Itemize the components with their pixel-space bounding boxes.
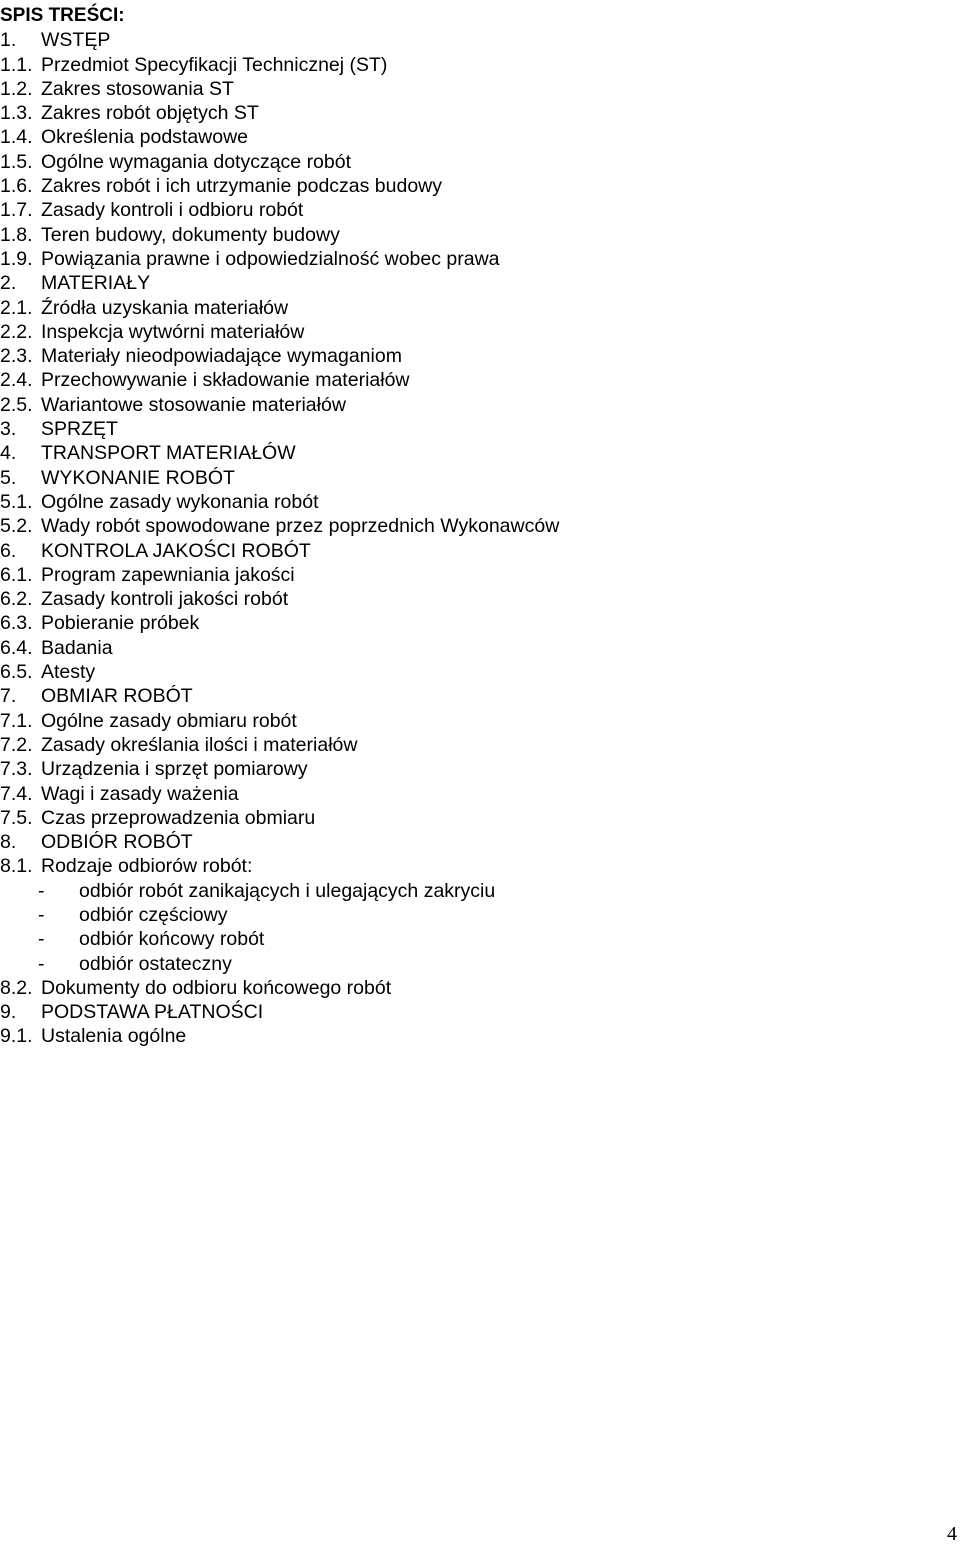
toc-item <box>0 198 940 222</box>
toc-item <box>0 296 940 320</box>
toc-item <box>0 320 940 344</box>
toc-item-number: 6.5. <box>0 661 33 684</box>
toc-item-text: Przedmiot Specyfikacji Technicznej (ST) <box>41 53 388 76</box>
toc-item-text: Rodzaje odbiorów robót: <box>41 855 253 878</box>
toc-item <box>0 393 940 417</box>
toc-item-number: 6.3. <box>0 612 33 635</box>
toc-item-text: Czas przeprowadzenia obmiaru <box>41 806 316 829</box>
toc-item-text: KONTROLA JAKOŚCI ROBÓT <box>41 539 311 562</box>
toc-item-number: 2.5. <box>0 393 33 416</box>
toc-item-number: 5. <box>0 466 17 489</box>
toc-item-number: 5.1. <box>0 490 33 513</box>
toc-item-number: 1.8. <box>0 223 33 246</box>
toc-item <box>0 563 940 587</box>
toc-item-number: 7.5. <box>0 806 33 829</box>
toc-item-number: 4. <box>0 442 17 465</box>
toc-item <box>0 53 940 77</box>
toc-item-number: 2. <box>0 272 17 295</box>
toc-item-text: WYKONANIE ROBÓT <box>41 466 235 489</box>
toc-item-number: 7.1. <box>0 709 33 732</box>
toc-item-text: Atesty <box>41 661 96 684</box>
toc-item-number: 1.2. <box>0 77 33 100</box>
toc-item-text: Badania <box>41 636 113 659</box>
toc-item-text: odbiór końcowy robót <box>79 928 265 951</box>
toc-item-text: odbiór robót zanikających i ulegających zakryciu <box>79 879 496 902</box>
toc-item-number: 8.1. <box>0 855 33 878</box>
toc-item <box>0 344 940 368</box>
toc-item-text: Ustalenia ogólne <box>41 1025 187 1048</box>
toc-item-text: SPRZĘT <box>41 418 118 441</box>
toc-item-number: 6. <box>0 539 17 562</box>
toc-item-text: Urządzenia i sprzęt pomiarowy <box>41 758 308 781</box>
toc-item <box>0 174 940 198</box>
toc-item-number: - <box>38 879 45 902</box>
toc-item-text: Zakres robót objętych ST <box>41 102 259 125</box>
toc-item <box>0 806 940 830</box>
toc-item-number: 8. <box>0 831 17 854</box>
toc-item <box>0 150 940 174</box>
toc-item-number: 7. <box>0 685 17 708</box>
toc-item-text: Określenia podstawowe <box>41 126 249 149</box>
toc-item <box>0 77 940 101</box>
toc-item-number: - <box>38 952 45 975</box>
toc-title: SPIS TREŚCI: <box>0 5 125 26</box>
toc-item-text: Inspekcja wytwórni materiałów <box>41 320 305 343</box>
toc-item-text: ODBIÓR ROBÓT <box>41 831 193 854</box>
toc-item-text: Wady robót spowodowane przez poprzednich Wykonawców <box>41 515 560 538</box>
toc-item <box>0 271 940 295</box>
toc-item-number: 2.2. <box>0 320 33 343</box>
toc-item-text: Teren budowy, dokumenty budowy <box>41 223 340 246</box>
toc-item-text: Ogólne zasady wykonania robót <box>41 490 319 513</box>
toc-item <box>0 854 940 878</box>
toc-item-text: Powiązania prawne i odpowiedzialność wobec prawa <box>41 247 500 270</box>
toc-item <box>0 466 940 490</box>
toc-item-number: 2.1. <box>0 296 33 319</box>
toc-item <box>0 660 940 684</box>
toc-item <box>0 223 940 247</box>
toc-item-text: WSTĘP <box>41 29 111 52</box>
toc-item-text: Zakres robót i ich utrzymanie podczas budowy <box>41 175 443 198</box>
toc-item-text: PODSTAWA PŁATNOŚCI <box>41 1001 264 1024</box>
toc-item-text: odbiór ostateczny <box>79 952 232 975</box>
toc-item-number: 3. <box>0 418 17 441</box>
toc-item-number: 2.4. <box>0 369 33 392</box>
toc-item-text: odbiór częściowy <box>79 903 228 926</box>
table-of-contents <box>0 4 940 1049</box>
toc-item-number: 1.9. <box>0 247 33 270</box>
toc-item <box>0 1024 940 1048</box>
toc-item <box>0 28 940 52</box>
toc-item <box>0 247 940 271</box>
toc-item-text: Pobieranie próbek <box>41 612 200 635</box>
toc-item-number: 7.4. <box>0 782 33 805</box>
toc-item-number: 1.6. <box>0 175 33 198</box>
toc-item <box>0 539 940 563</box>
toc-item-text: Źródła uzyskania materiałów <box>41 296 289 319</box>
toc-item <box>0 830 940 854</box>
toc-list <box>0 28 940 1048</box>
toc-item-number: 5.2. <box>0 515 33 538</box>
toc-item-number: 6.1. <box>0 563 33 586</box>
toc-item-text: Wariantowe stosowanie materiałów <box>41 393 346 416</box>
toc-item-text: Materiały nieodpowiadające wymaganiom <box>41 345 402 368</box>
toc-item-number: 9.1. <box>0 1025 33 1048</box>
toc-sub-item <box>0 952 940 976</box>
toc-item-text: MATERIAŁY <box>41 272 151 295</box>
toc-item <box>0 417 940 441</box>
toc-item <box>0 587 940 611</box>
toc-item <box>0 125 940 149</box>
toc-item <box>0 684 940 708</box>
toc-item <box>0 1000 940 1024</box>
toc-item-number: 6.4. <box>0 636 33 659</box>
toc-item-text: Ogólne wymagania dotyczące robót <box>41 150 352 173</box>
toc-item-text: Zasady kontroli jakości robót <box>41 588 289 611</box>
toc-item <box>0 101 940 125</box>
toc-sub-item <box>0 903 940 927</box>
toc-item-text: Zakres stosowania ST <box>41 77 234 100</box>
toc-item-number: 1.1. <box>0 53 33 76</box>
toc-item <box>0 757 940 781</box>
toc-item-text: Przechowywanie i składowanie materiałów <box>41 369 410 392</box>
toc-item-text: Dokumenty do odbioru końcowego robót <box>41 976 392 999</box>
toc-item <box>0 636 940 660</box>
toc-item <box>0 441 940 465</box>
toc-item-number: 1.3. <box>0 102 33 125</box>
page-number: 4 <box>947 1523 957 1545</box>
toc-item-number: 6.2. <box>0 588 33 611</box>
toc-item-number: 2.3. <box>0 345 33 368</box>
toc-item-text: TRANSPORT MATERIAŁÓW <box>41 442 296 465</box>
toc-item-text: Zasady kontroli i odbioru robót <box>41 199 304 222</box>
toc-item <box>0 514 940 538</box>
toc-item <box>0 490 940 514</box>
toc-item <box>0 782 940 806</box>
toc-item-number: 7.3. <box>0 758 33 781</box>
toc-item-number: 1.7. <box>0 199 33 222</box>
toc-item <box>0 976 940 1000</box>
toc-item-number: - <box>38 928 45 951</box>
toc-item-number: 1.5. <box>0 150 33 173</box>
toc-item-number: 1.4. <box>0 126 33 149</box>
toc-item-text: Zasady określania ilości i materiałów <box>41 733 358 756</box>
toc-item <box>0 733 940 757</box>
toc-item-text: Program zapewniania jakości <box>41 563 295 586</box>
toc-item <box>0 611 940 635</box>
toc-item-text: Wagi i zasady ważenia <box>41 782 239 805</box>
toc-item-number: 7.2. <box>0 733 33 756</box>
toc-item-number: - <box>38 903 45 926</box>
toc-sub-item <box>0 879 940 903</box>
toc-item-number: 1. <box>0 29 17 52</box>
toc-item-text: Ogólne zasady obmiaru robót <box>41 709 297 732</box>
toc-sub-item <box>0 927 940 951</box>
toc-item-number: 9. <box>0 1001 17 1024</box>
toc-item <box>0 709 940 733</box>
toc-item-number: 8.2. <box>0 976 33 999</box>
toc-item <box>0 368 940 392</box>
toc-item-text: OBMIAR ROBÓT <box>41 685 193 708</box>
